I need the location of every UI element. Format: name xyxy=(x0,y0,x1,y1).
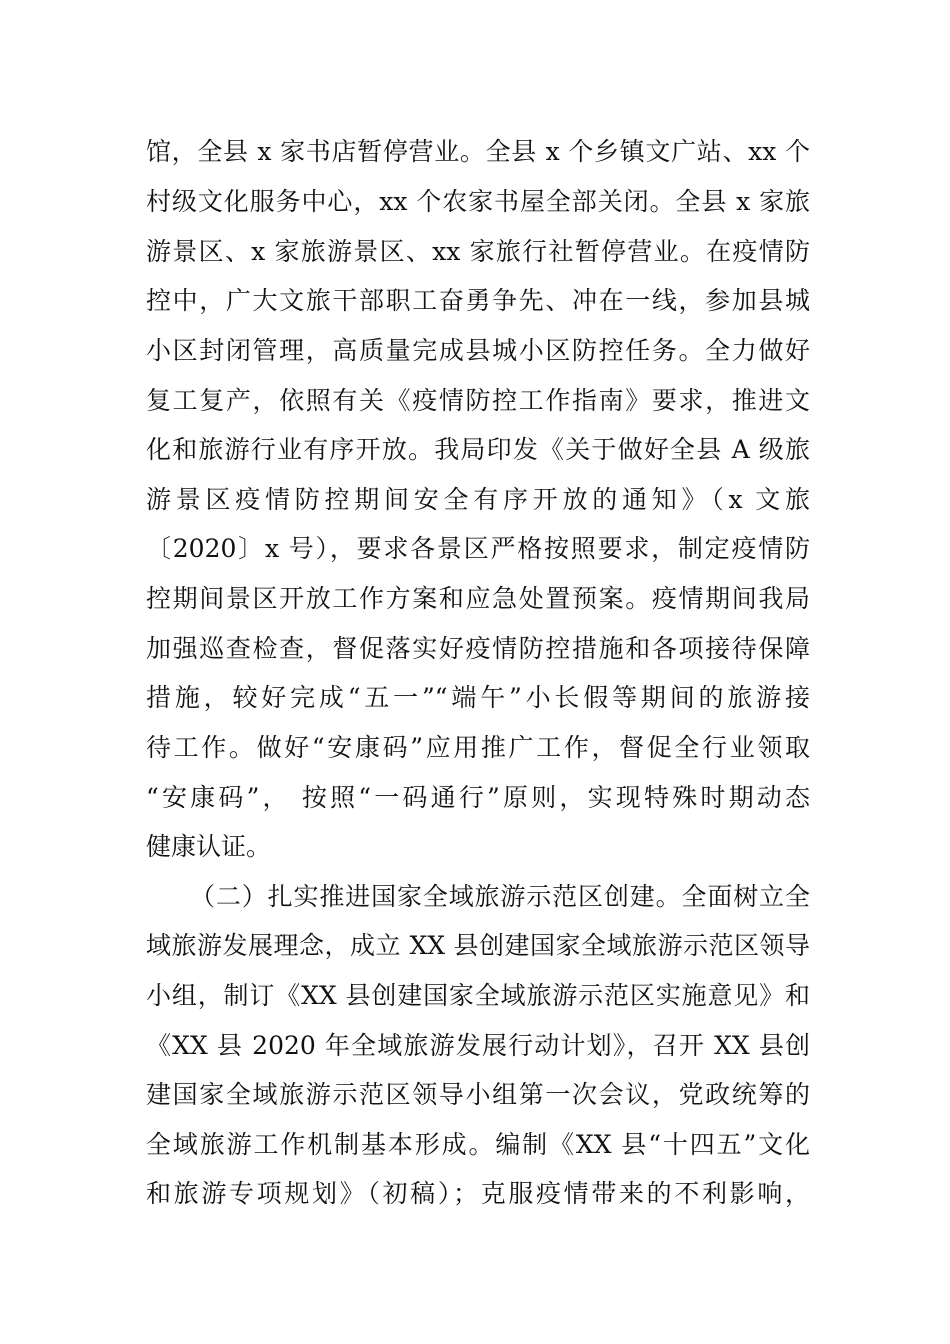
paragraph-line: 和旅游专项规划》（初稿）；克服疫情带来的不利影响， xyxy=(146,1179,810,1208)
paragraph-line: 措施，较好完成“五一”“端午”小长假等期间的旅游接 xyxy=(146,683,810,712)
paragraph-line: 游景区疫情防控期间安全有序开放的通知》（x 文旅 xyxy=(146,485,810,514)
paragraph-line: 控期间景区开放工作方案和应急处置预案。疫情期间我局 xyxy=(146,584,810,613)
paragraph-line: 控中，广大文旅干部职工奋勇争先、冲在一线，参加县城 xyxy=(146,286,810,315)
paragraph-line: 建国家全域旅游示范区领导小组第一次会议，党政统筹的 xyxy=(146,1080,810,1109)
paragraph-line: 待工作。做好“安康码”应用推广工作，督促全行业领取 xyxy=(146,733,810,762)
paragraph-line: 健康认证。 xyxy=(146,832,272,861)
paragraph-line: 《XX 县 2020 年全域旅游发展行动计划》，召开 XX 县创 xyxy=(146,1031,810,1060)
paragraph-line: 全域旅游工作机制基本形成。编制《XX 县“十四五”文化 xyxy=(146,1130,810,1159)
paragraph-line: 化和旅游行业有序开放。我局印发《关于做好全县 A 级旅 xyxy=(146,435,810,464)
section-heading-line: （二）扎实推进国家全域旅游示范区创建。全面树立全 xyxy=(190,882,810,911)
paragraph-line: 村级文化服务中心，xx 个农家书屋全部关闭。全县 x 家旅 xyxy=(146,187,810,216)
paragraph-line: 域旅游发展理念，成立 XX 县创建国家全域旅游示范区领导 xyxy=(146,931,810,960)
paragraph-line: 复工复产，依照有关《疫情防控工作指南》要求，推进文 xyxy=(146,386,810,415)
paragraph-line: 小组，制订《XX 县创建国家全域旅游示范区实施意见》和 xyxy=(146,981,810,1010)
paragraph-line: “安康码”， 按照“一码通行”原则，实现特殊时期动态 xyxy=(146,783,810,812)
paragraph-line: 游景区、x 家旅游景区、xx 家旅行社暂停营业。在疫情防 xyxy=(146,237,810,266)
paragraph-line: 馆，全县 x 家书店暂停营业。全县 x 个乡镇文广站、xx 个 xyxy=(146,137,810,166)
paragraph-line: 〔2020〕x 号），要求各景区严格按照要求，制定疫情防 xyxy=(146,534,810,563)
paragraph-line: 加强巡查检查，督促落实好疫情防控措施和各项接待保障 xyxy=(146,634,810,663)
paragraph-line: 小区封闭管理，高质量完成县城小区防控任务。全力做好 xyxy=(146,336,810,365)
